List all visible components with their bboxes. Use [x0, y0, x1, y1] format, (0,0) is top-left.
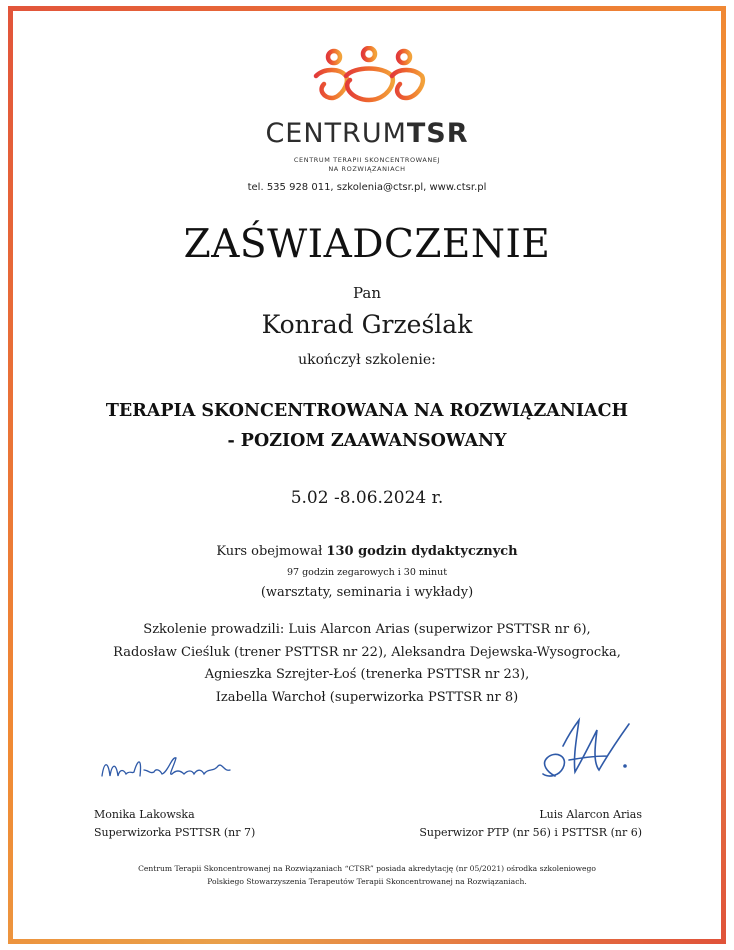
trainers-list — [90, 619, 644, 709]
certificate-title: ZAŚWIADCZENIE — [183, 222, 551, 267]
accreditation-footer: Centrum Terapii Skoncentrowanej na Rozwiązaniach “CTSR” posiada akredytację (nr 05/2021) ośrodka szkoleniowego Polskiego Stowarzyszenia Terapeutów Terapii Skoncentrowanej na Rozwiązaniach. — [138, 864, 596, 886]
course-format-note: (warsztaty, seminaria i wykłady) — [260, 585, 474, 600]
contact-info: tel. 535 928 011, szkolenia@ctsr.pl, www.ctsr.pl — [247, 182, 487, 193]
signer-right-role: Superwizor PTP (nr 56) i PSTTSR (nr 6) — [419, 826, 642, 839]
course-hours-detail: 97 godzin zegarowych i 30 minut — [286, 567, 448, 578]
signer-right — [419, 806, 642, 842]
signer-right-name: Luis Alarcon Arias — [539, 808, 642, 821]
course-title: TERAPIA SKONCENTROWANA NA ROZWIĄZANIACH - POZIOM ZAAWANSOWANY — [105, 401, 629, 451]
trainers-line: Agnieszka Szrejter-Łoś (trenerka PSTTSR nr 23), — [204, 667, 530, 683]
completed-text: ukończył szkolenie: — [298, 352, 436, 368]
brand-subtitle: CENTRUM TERAPII SKONCENTROWANEJ NA ROZWIĄZANIACH — [293, 156, 441, 173]
centrum-tsr-logo-icon — [310, 46, 428, 108]
signature-right — [533, 716, 637, 786]
course-dates: 5.02 -8.06.2024 r. — [290, 488, 444, 508]
signer-left-name: Monika Lakowska — [94, 808, 195, 821]
salutation: Pan — [352, 284, 382, 302]
course-hours: Kurs obejmował 130 godzin dydaktycznych — [216, 544, 518, 559]
trainers-line: Izabella Warchoł (superwizorka PSTTSR nr 8) — [215, 689, 519, 705]
signer-left — [94, 806, 255, 842]
signer-left-role: Superwizorka PSTTSR (nr 7) — [94, 826, 256, 839]
trainers-line: Radosław Cieśluk (trener PSTTSR nr 22), Aleksandra Dejewska-Wysogrocka, — [113, 644, 621, 660]
signature-left — [98, 748, 238, 790]
trainers-line: Szkolenie prowadzili: Luis Alarcon Arias (superwizor PSTTSR nr 6), — [143, 622, 591, 637]
recipient-name: Konrad Grześlak — [261, 310, 473, 339]
brand-name: CENTRUMTSR — [265, 118, 469, 149]
